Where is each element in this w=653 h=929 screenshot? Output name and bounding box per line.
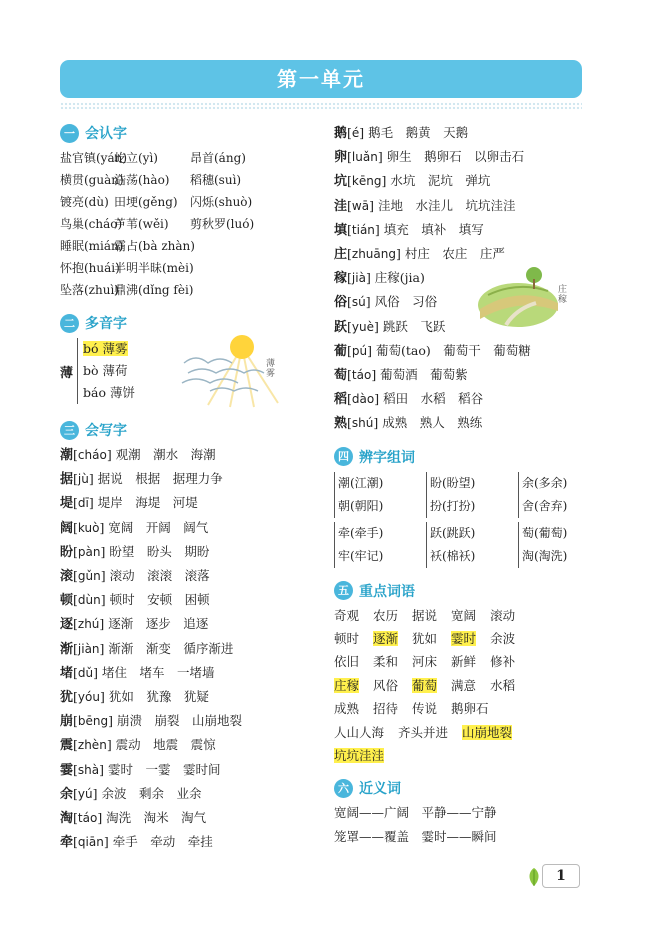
keyword-row: [334, 674, 584, 697]
section-title: 辨字组词: [359, 449, 415, 466]
distinguish-word: 余(多余): [522, 475, 568, 490]
write-words: 盼望 盼头 期盼: [109, 543, 210, 559]
distinguish-word: 淘(淘洗): [522, 548, 568, 563]
distinguish-pair: [426, 472, 518, 518]
keyword: 人山人海: [334, 724, 385, 740]
write-row: 淘[táo] 淘洗 淘米 淘气: [60, 810, 207, 827]
keyword: 葡萄: [412, 677, 438, 693]
section-number: 六: [334, 779, 353, 798]
keyword: 鹅卵石: [451, 701, 489, 717]
section-keywords-header: [334, 580, 584, 602]
write-words: 观潮 潮水 海潮: [115, 447, 216, 462]
write-char: 顿: [60, 593, 74, 609]
recognize-word: 鸟巢(cháo): [60, 217, 123, 231]
write-row: 崩[bēng] 崩溃 崩裂 山崩地裂: [60, 713, 243, 730]
distinguish-word: 潮(江潮): [338, 475, 384, 490]
write-words: 葡萄酒 葡萄紫: [380, 367, 468, 383]
write-row: 阔[kuò] 宽阔 开阔 阔气: [60, 519, 209, 536]
write-words: 水坑 泥坑 弹坑: [390, 173, 491, 189]
write-words: 村庄 农庄 庄严: [404, 246, 505, 262]
write-pinyin: zhèn: [77, 738, 107, 753]
keyword: 山崩地裂: [462, 724, 513, 740]
recognize-word: 霸占(bà zhàn): [114, 239, 195, 253]
write-char: 鹅: [334, 126, 348, 141]
section-title: 多音字: [85, 316, 127, 332]
synonym-row: 笼罩——覆盖 霎时——瞬间: [334, 828, 497, 844]
section-title: 会写字: [85, 423, 127, 439]
write-row: 潮[cháo] 观潮 潮水 海潮: [60, 447, 216, 463]
write-words: 鹅毛 鹅黄 天鹅: [368, 125, 469, 140]
write-words: 牵手 牵动 牵挂: [112, 834, 213, 850]
recognize-word: 睡眠(mián): [60, 239, 124, 253]
write-pinyin: luǎn: [351, 150, 378, 165]
write-row: 稼[jià] 庄稼(jia): [334, 270, 425, 287]
write-char: 震: [60, 738, 74, 754]
keyword: 修补: [490, 654, 516, 670]
distinguish-word: 盼(盼望): [430, 475, 476, 490]
keyword: 奇观: [334, 607, 360, 623]
write-char: 盼: [60, 544, 74, 560]
write-char: 稻: [334, 392, 348, 408]
recognize-word: 鼎沸(dǐng fèi): [114, 283, 194, 297]
page-number: 1: [542, 864, 580, 888]
write-words: 据说 根据 据理力争: [97, 471, 223, 487]
write-row: 庄[zhuāng] 村庄 农庄 庄严: [334, 246, 505, 263]
write-list-left: [60, 443, 330, 854]
section-distinguish-header: [334, 446, 584, 468]
write-row: 熟[shú] 成熟 熟人 熟练: [334, 415, 483, 432]
right-column: [334, 121, 584, 848]
recognize-word: 屹立(yì): [114, 151, 158, 165]
recognize-word: 稻穗(suì): [190, 173, 242, 187]
write-pinyin: jiàn: [77, 641, 100, 656]
write-pinyin: gǔn: [77, 569, 101, 584]
recognize-word: 剪秋罗(luó): [190, 217, 255, 231]
keyword: 宽阔: [451, 607, 477, 623]
keyword: 风俗: [373, 677, 399, 693]
write-char: 阔: [60, 520, 74, 536]
write-char: 稼: [334, 271, 348, 287]
write-words: 跳跃 飞跃: [382, 318, 446, 334]
write-char: 霎: [60, 762, 74, 778]
keyword-row: [334, 604, 584, 627]
write-pinyin: yuè: [351, 319, 374, 334]
write-row: 逐[zhú] 逐渐 逐步 追逐: [60, 616, 209, 633]
write-row: 萄[táo] 葡萄酒 葡萄紫: [334, 367, 468, 384]
write-pinyin: dī: [77, 496, 89, 511]
write-char: 洼: [334, 198, 348, 214]
keyword-row: [334, 650, 584, 673]
recognize-word: [190, 280, 286, 300]
recognize-grid: [60, 148, 330, 300]
write-char: 据: [60, 472, 74, 488]
distinguish-word: 萄(葡萄): [522, 525, 568, 540]
section-number: 三: [60, 421, 79, 440]
write-pinyin: jù: [77, 472, 89, 487]
polyphone-item: bò 薄荷: [83, 363, 128, 378]
write-row: 坑[kēng] 水坑 泥坑 弹坑: [334, 173, 491, 190]
keyword: 柔和: [373, 654, 399, 670]
keyword: 逐渐: [373, 631, 399, 647]
write-pinyin: dǔ: [77, 665, 94, 680]
section-polyphone-header: [60, 312, 330, 334]
write-row: 盼[pàn] 盼望 盼头 期盼: [60, 543, 210, 560]
write-pinyin: kuò: [77, 520, 100, 535]
write-words: 滚动 滚滚 滚落: [109, 568, 210, 584]
write-words: 顿时 安顿 困顿: [109, 592, 210, 608]
keyword: 农历: [373, 607, 399, 623]
write-row: 卵[luǎn] 卵生 鹅卵石 以卵击石: [334, 149, 525, 166]
keyword: 新鲜: [451, 654, 477, 670]
distinguish-word: 朝(朝阳): [338, 498, 384, 513]
write-char: 潮: [60, 448, 74, 463]
keyword: 成熟: [334, 701, 360, 717]
keyword: 依旧: [334, 654, 360, 670]
polyphone-char: 薄: [60, 365, 74, 381]
recognize-word: 浩荡(hào): [114, 173, 170, 187]
distinguish-pair: [518, 472, 588, 518]
write-words: 洼地 水洼儿 坑坑洼洼: [377, 197, 516, 213]
distinguish-word: 袄(棉袄): [430, 548, 476, 563]
write-words: 逐渐 逐步 追逐: [108, 616, 209, 632]
keyword-row: [334, 721, 584, 744]
write-char: 崩: [60, 714, 74, 730]
keyword: 据说: [412, 607, 438, 623]
recognize-word: 盐官镇(yán): [60, 151, 128, 165]
left-column: [60, 122, 330, 854]
write-row: 跃[yuè] 跳跃 飞跃: [334, 318, 446, 335]
write-pinyin: cháo: [77, 448, 107, 462]
section-recognize-header: [60, 122, 330, 144]
keyword-row: [334, 627, 584, 650]
keyword: 顿时: [334, 631, 360, 647]
fog-picture-label: 薄雾: [266, 359, 276, 379]
polyphone-list: [77, 338, 135, 404]
synonym-row: 宽阔——广阔 平静——宁静: [334, 805, 497, 821]
write-words: 余波 剩余 业余: [101, 785, 202, 801]
write-pinyin: shú: [351, 416, 374, 431]
write-words: 犹如 犹豫 犹疑: [108, 689, 209, 705]
write-char: 熟: [334, 416, 348, 432]
write-row: 俗[sú] 风俗 习俗: [334, 294, 438, 311]
recognize-word: 横贯(guàn): [60, 173, 124, 187]
write-pinyin: bēng: [77, 714, 109, 729]
write-pinyin: yóu: [77, 690, 100, 705]
write-words: 震动 地震 震惊: [115, 737, 216, 753]
keyword: 招待: [373, 701, 399, 717]
write-words: 填充 填补 填写: [383, 221, 484, 237]
write-words: 稻田 水稻 稻谷: [383, 391, 484, 407]
recognize-word: 田埂(gěng): [114, 195, 178, 209]
dotted-divider: [60, 102, 582, 110]
section-number: 二: [60, 314, 79, 333]
write-pinyin: shà: [77, 762, 100, 777]
write-pinyin: pú: [351, 343, 368, 358]
write-char: 卵: [334, 150, 348, 166]
distinguish-pair: [426, 522, 518, 568]
write-char: 渐: [60, 641, 74, 657]
recognize-word: 芦苇(wěi): [114, 217, 169, 231]
write-pinyin: dùn: [77, 593, 101, 608]
farm-illustration: [476, 265, 560, 329]
write-char: 犹: [60, 690, 74, 706]
write-words: 卵生 鹅卵石 以卵击石: [386, 149, 525, 165]
polyphone-item: bó 薄雾: [83, 341, 128, 356]
write-row: 霎[shà] 霎时 一霎 霎时间: [60, 761, 221, 778]
keyword: 庄稼: [334, 677, 360, 693]
distinguish-pair: [334, 522, 426, 568]
write-words: 崩溃 崩裂 山崩地裂: [117, 713, 243, 729]
recognize-word: 怀抱(huái): [60, 261, 120, 275]
recognize-word: 半明半昧(mèi): [114, 261, 194, 275]
write-words: 葡萄(tao) 葡萄干 葡萄糖: [376, 342, 531, 358]
write-row: 据[jù] 据说 根据 据理力争: [60, 471, 223, 488]
distinguish-word: 舍(舍弃): [522, 498, 568, 513]
write-char: 堤: [60, 496, 74, 512]
write-words: 成熟 熟人 熟练: [382, 415, 483, 431]
write-row: 犹[yóu] 犹如 犹豫 犹疑: [60, 689, 209, 706]
distinguish-word: 牵(牵手): [338, 525, 384, 540]
section-number: 五: [334, 581, 353, 600]
write-row: 渐[jiàn] 渐渐 渐变 循序渐进: [60, 640, 234, 657]
write-char: 逐: [60, 617, 74, 633]
write-char: 余: [60, 786, 74, 802]
write-pinyin: yú: [77, 786, 93, 801]
recognize-word: [190, 258, 286, 278]
keyword: 滚动: [490, 607, 516, 623]
keyword-row: [334, 697, 584, 720]
farm-picture-label: 庄稼: [558, 285, 568, 305]
write-char: 俗: [334, 295, 348, 311]
write-row: 葡[pú] 葡萄(tao) 葡萄干 葡萄糖: [334, 342, 531, 359]
write-char: 跃: [334, 319, 348, 335]
write-words: 庄稼(jia): [374, 270, 425, 286]
section-title: 重点词语: [359, 583, 415, 600]
polyphone-block: [60, 337, 330, 405]
keyword: 犹如: [412, 631, 438, 647]
distinguish-word: 跃(跳跃): [430, 525, 476, 540]
write-char: 滚: [60, 569, 74, 585]
recognize-word: [190, 236, 286, 256]
write-pinyin: jià: [351, 271, 366, 286]
section-number: 四: [334, 447, 353, 466]
write-words: 风俗 习俗: [374, 294, 438, 310]
keyword: 坑坑洼洼: [334, 748, 385, 764]
section-number: 一: [60, 124, 79, 143]
write-char: 堵: [60, 665, 74, 681]
keyword: 满意: [451, 677, 477, 693]
write-char: 牵: [60, 835, 74, 851]
write-row: 牵[qiān] 牵手 牵动 牵挂: [60, 834, 213, 851]
write-row: 填[tián] 填充 填补 填写: [334, 221, 484, 238]
distinguish-word: 牢(牢记): [338, 548, 384, 563]
write-pinyin: tián: [351, 222, 375, 237]
distinguish-word: 扮(打扮): [430, 498, 476, 513]
recognize-word: 镀亮(dù): [60, 195, 109, 209]
distinguish-grid: [334, 472, 584, 572]
keyword: 霎时: [451, 631, 477, 647]
write-row: 稻[dào] 稻田 水稻 稻谷: [334, 391, 484, 408]
write-pinyin: zhú: [77, 617, 100, 632]
recognize-word: 昂首(áng): [190, 151, 246, 165]
write-row: 堤[dī] 堤岸 海堤 河堤: [60, 495, 198, 512]
write-row: 洼[wā] 洼地 水洼儿 坑坑洼洼: [334, 197, 516, 214]
keyword: 齐头并进: [398, 724, 449, 740]
write-row: 震[zhèn] 震动 地震 震惊: [60, 737, 216, 754]
keyword: 余波: [490, 631, 516, 647]
write-char: 淘: [60, 811, 74, 827]
write-pinyin: táo: [77, 811, 98, 826]
keyword-row: [334, 744, 584, 767]
polyphone-item: báo 薄饼: [83, 385, 135, 400]
write-row: 堵[dǔ] 堵住 堵车 一堵墙: [60, 664, 215, 681]
write-char: 庄: [334, 247, 348, 263]
write-words: 渐渐 渐变 循序渐进: [108, 640, 234, 656]
keywords-list: [334, 604, 584, 768]
write-pinyin: pàn: [77, 544, 101, 559]
write-words: 堵住 堵车 一堵墙: [102, 664, 215, 680]
section-title: 会认字: [85, 126, 127, 142]
write-pinyin: sú: [351, 295, 366, 310]
leaf-icon: [526, 866, 542, 888]
write-pinyin: táo: [351, 368, 372, 383]
keyword: 传说: [412, 701, 438, 717]
distinguish-pair: [518, 522, 588, 568]
section-write-header: [60, 419, 330, 441]
recognize-word: 闪烁(shuò): [190, 195, 253, 209]
write-words: 堤岸 海堤 河堤: [97, 495, 198, 511]
write-row: 余[yú] 余波 剩余 业余: [60, 785, 202, 802]
write-pinyin: é: [351, 126, 360, 140]
keyword: 水稻: [490, 677, 516, 693]
write-row: 鹅[é] 鹅毛 鹅黄 天鹅: [334, 125, 469, 141]
write-char: 填: [334, 222, 348, 238]
write-pinyin: kēng: [351, 174, 382, 189]
write-char: 葡: [334, 343, 348, 359]
section-synonyms-header: [334, 777, 584, 799]
write-pinyin: wā: [351, 198, 370, 213]
write-words: 淘洗 淘米 淘气: [106, 810, 207, 826]
write-row: 滚[gǔn] 滚动 滚滚 滚落: [60, 568, 210, 585]
write-char: 坑: [334, 174, 348, 190]
write-pinyin: zhuāng: [351, 247, 396, 262]
write-char: 萄: [334, 368, 348, 384]
recognize-word: 坠落(zhuì): [60, 283, 119, 297]
write-pinyin: qiān: [77, 835, 104, 850]
write-row: 顿[dùn] 顿时 安顿 困顿: [60, 592, 210, 609]
section-title: 近义词: [359, 781, 401, 798]
distinguish-pair: [334, 472, 426, 518]
write-pinyin: dào: [351, 392, 375, 407]
write-words: 霎时 一霎 霎时间: [107, 761, 221, 777]
keyword: 河床: [412, 654, 438, 670]
write-words: 宽阔 开阔 阔气: [108, 519, 209, 535]
unit-title-banner: 第一单元: [60, 60, 582, 98]
